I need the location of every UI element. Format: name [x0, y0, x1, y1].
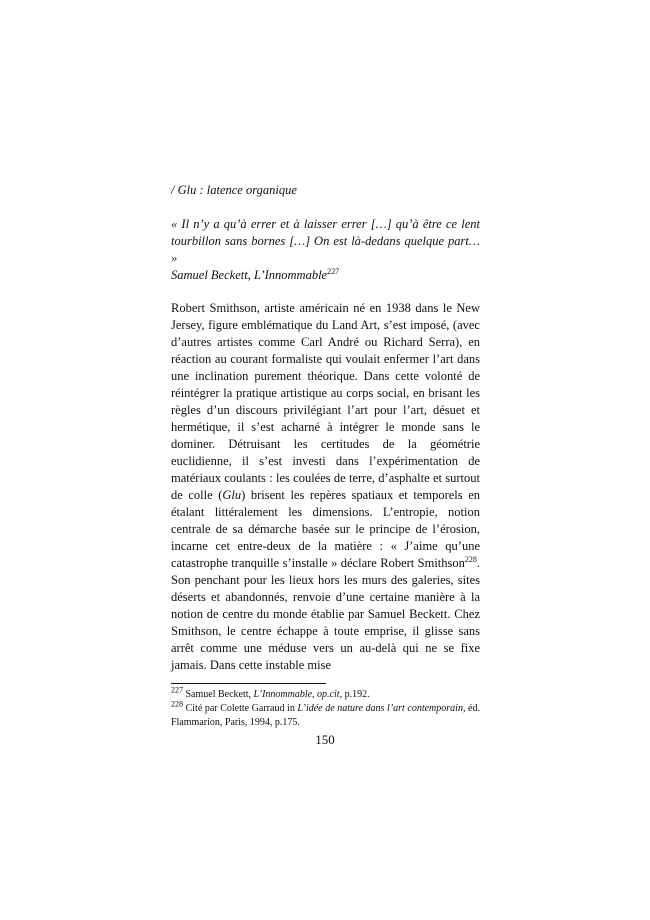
footnote-text: , p.192.	[339, 689, 370, 700]
footnote-text: Samuel Beckett,	[183, 689, 254, 700]
body-text-glu: Glu	[222, 488, 242, 502]
epigraph-separator: ,	[247, 268, 254, 282]
page-content	[171, 182, 480, 730]
footnote-number: 227	[171, 685, 183, 695]
epigraph-quote: « Il n’y a qu’à errer et à laisser errer […] qu’à être ce lent tourbillon sans bornes […] On est là-dedans quelque part… »	[171, 217, 480, 265]
section-title: / Glu : latence organique	[171, 183, 297, 197]
footnote-title: L’idée de nature dans l’art contemporain	[297, 703, 463, 714]
footnote-divider	[171, 683, 326, 684]
epigraph-work: L’Innommable	[253, 268, 328, 282]
footnote-ref-228: 228	[464, 554, 477, 564]
footnote-text: , éd. Flammarion, Paris, 1994, p.175.	[171, 703, 480, 728]
epigraph-attribution	[171, 267, 480, 284]
footnote-227	[171, 685, 480, 702]
footnote-title: L’Innommable, op.cit	[253, 689, 340, 700]
footnote-228	[171, 699, 480, 730]
epigraph-author: Samuel Beckett	[171, 268, 248, 282]
page-number: 150	[315, 732, 335, 747]
footnote-number: 228	[171, 699, 183, 709]
footnote-ref-227: 227	[327, 266, 340, 276]
body-paragraph	[171, 300, 480, 674]
body-text-part-3: . Son penchant pour les lieux hors les murs des galeries, sites déserts et abandonnés, renvoie d’une certaine manière à la notion de centre du monde établie par Samuel Beckett. Chez Smithson, le centre échappe à toute emprise, il glisse sans arrêt comme une méduse vers un au-delà qui ne se fixe jamais. Dans cette instable mise	[171, 556, 480, 672]
body-text-part-1: Robert Smithson, artiste américain né en 1938 dans le New Jersey, figure emblématique du Land Art, s’est imposé, (avec d’autres artistes comme Carl André ou Richard Serra), en réaction au courant formaliste qui voulait enfermer l’art dans une inclination purement théorique. Dans cette volonté de réintégrer la pratique artistique au corps social, en brisant les règles d’un discours privilégiant l’art pour l’art, désuet et hermétique, il s’est acharné à intégrer le monde sans le dominer. Détruisant les certitudes de la géométrie euclidienne, il s’est investi dans l’expérimentation de matériaux coulants : les coulées de terre, d’asphalte et surtout de colle (	[171, 301, 480, 502]
body-text-part-2: ) brisent les repères spatiaux et temporels en étalant littéralement les dimensions. L’entropie, notion centrale de sa démarche basée sur le principe de l’érosion, incarne cet entre-deux de la matière : « J’aime qu’une catastrophe tranquille s’installe » déclare Robert Smithson	[171, 488, 480, 570]
footnote-text: Cité par Colette Garraud in	[183, 703, 298, 714]
